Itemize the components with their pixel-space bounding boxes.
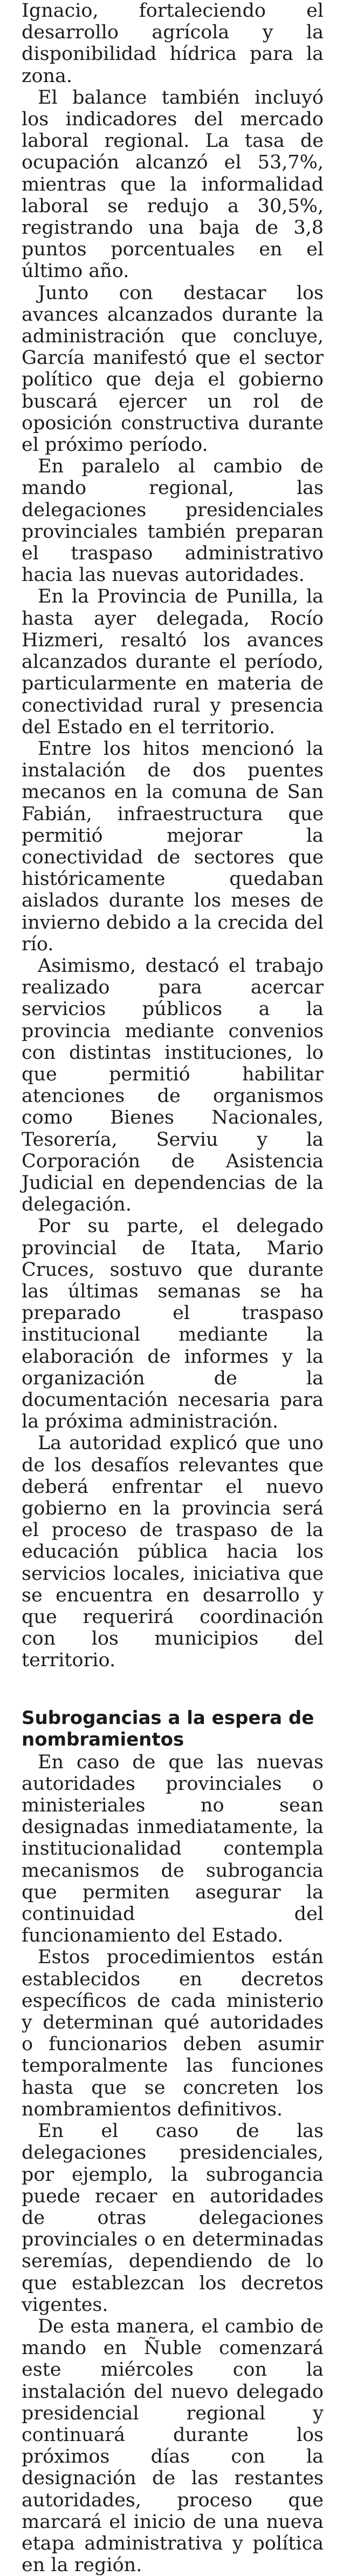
article-paragraph: En paralelo al cambio de mando regional, las delegaciones presidenciales provinciales también preparan el traspaso administrativo hacia las nuevas autoridades. [22, 456, 324, 586]
section-subheading: Subrogancias a la espera de nombramientos [22, 1707, 314, 1750]
article-paragraph: En el caso de las delegaciones presidenciales, por ejemplo, la subrogancia puede recaer en autoridades de otras delegaciones provinciales o en determinadas seremías, dependiendo de lo que establezcan los decretos vigentes. [22, 2120, 324, 2316]
article-paragraph: Asimismo, destacó el trabajo realizado para acercar servicios públicos a la provincia mediante convenios con distintas instituciones, lo que permitió habilitar atenciones de organismos como Bienes Nacionales, Tesorería, Serviu y la Corporación de Asistencia Judicial en dependencias de la delegación. [22, 955, 324, 1216]
article-column [22, 0, 324, 2576]
article-paragraph: En la Provincia de Punilla, la hasta ayer delegada, Rocío Hizmeri, resaltó los avances alcanzados durante el período, particularmente en materia de conectividad rural y presencia del Estado en el territorio. [22, 586, 324, 738]
article-paragraph: Junto con destacar los avances alcanzados durante la administración que concluye, García manifestó que el sector político que deja el gobierno buscará ejercer un rol de oposición constructiva durante el próximo período. [22, 282, 324, 456]
article-paragraph: De esta manera, el cambio de mando en Ñuble comenzará este miércoles con la instalación del nuevo delegado presidencial regional y continuará durante los próximos días con la designación de las restantes autoridades, proceso que marcará el inicio de una nueva etapa administrativa y política en la región. [22, 2315, 324, 2576]
article-paragraph: La autoridad explicó que uno de los desafíos relevantes que deberá enfrentar el nuevo gobierno en la provincia será el proceso de traspaso de la educación pública hacia los servicios locales, iniciativa que se encuentra en desarrollo y que requerirá coordinación con los municipios del territorio. [22, 1432, 324, 1672]
article-paragraph: Ignacio, fortaleciendo el desarrollo agrícola y la disponibilidad hídrica para la zona. [22, 0, 324, 87]
article-paragraph: En caso de que las nuevas autoridades provinciales o ministeriales no sean designadas inmediatamente, la institucionalidad contempla mecanismos de subrogancia que permiten asegurar la continuidad del funcionamiento del Estado. [22, 1751, 324, 1947]
article-paragraph: Estos procedimientos están establecidos en decretos específicos de cada ministerio y determinan qué autoridades o funcionarios deben asumir temporalmente las funciones hasta que se concreten los nombramientos definitivos. [22, 1946, 324, 2120]
article-paragraph: El balance también incluyó los indicadores del mercado laboral regional. La tasa de ocupación alcanzó el 53,7%, mientras que la informalidad laboral se redujo a 30,5%, registrando una baja de 3,8 puntos porcentuales en el último año. [22, 86, 324, 282]
article-paragraph: Entre los hitos mencionó la instalación de dos puentes mecanos en la comuna de San Fabián, infraestructura que permitió mejorar la conectividad de sectores que históricamente quedaban aislados durante los meses de invierno debido a la crecida del río. [22, 738, 324, 955]
article-paragraph: Por su parte, el delegado provincial de Itata, Mario Cruces, sostuvo que durante las últimas semanas se ha preparado el traspaso institucional mediante la elaboración de informes y la organización de la documentación necesaria para la próxima administración. [22, 1215, 324, 1433]
